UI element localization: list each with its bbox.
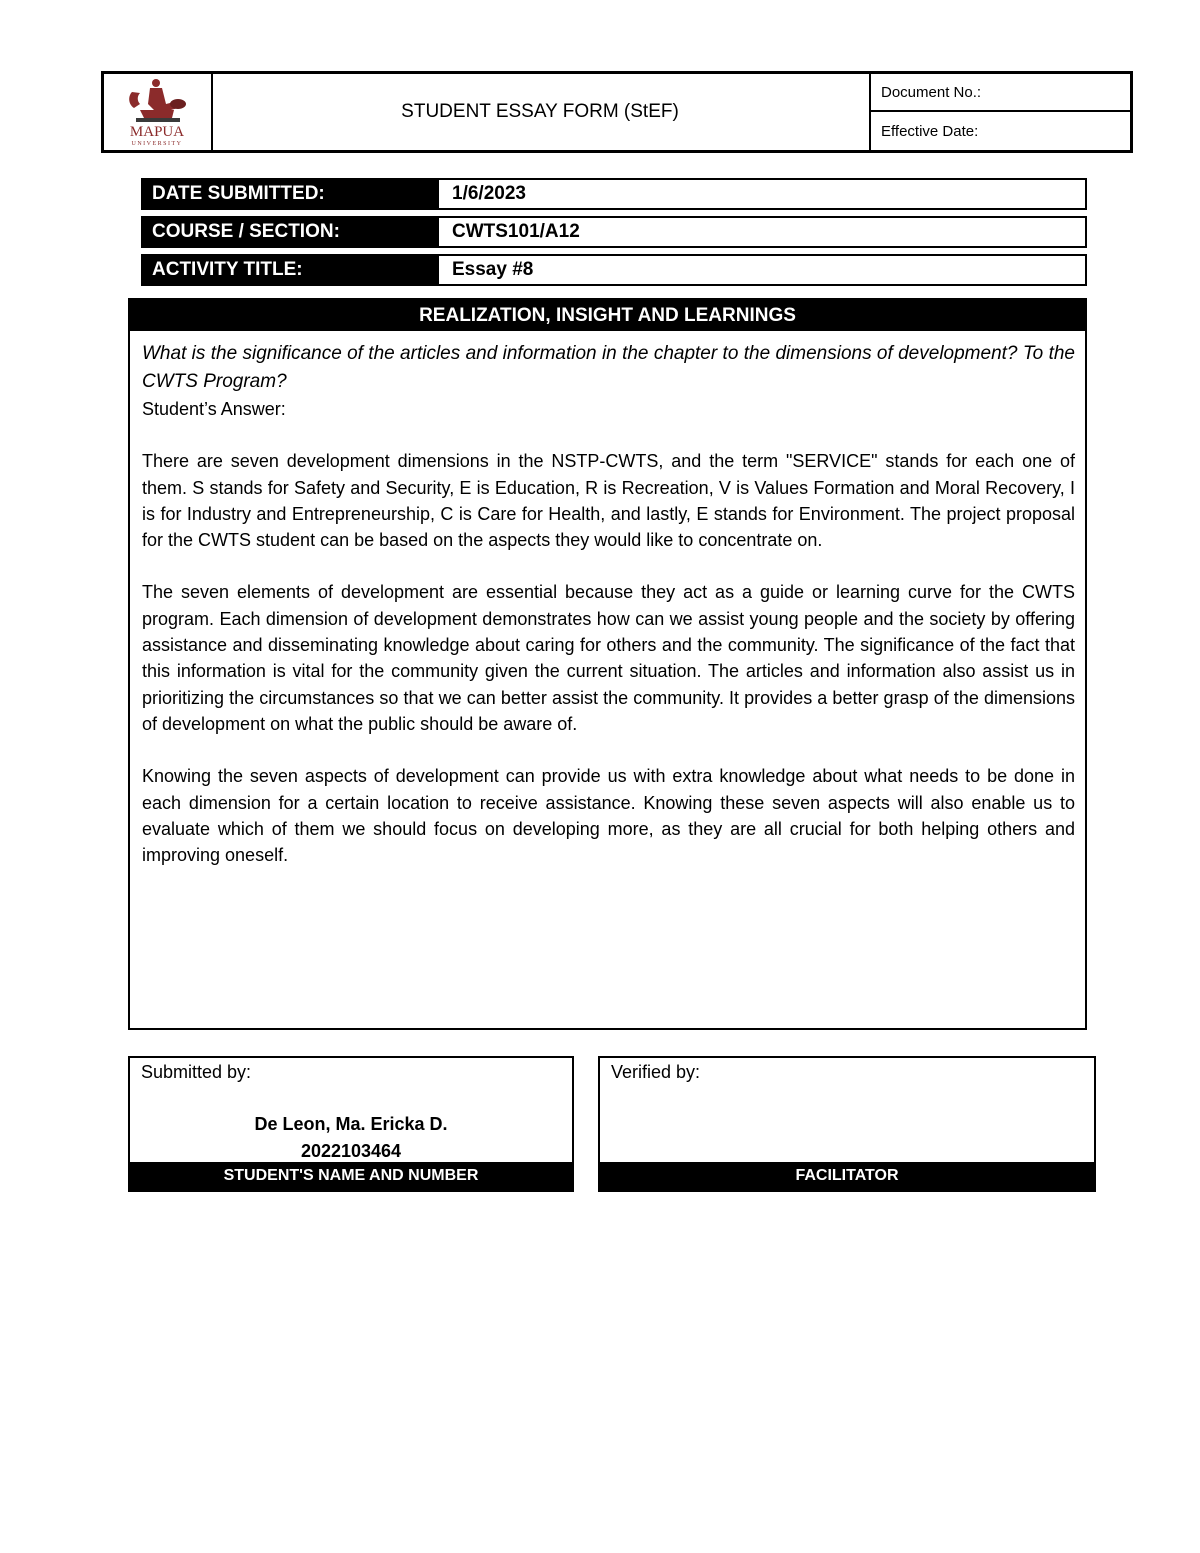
essay-body (142, 340, 1075, 894)
facilitator-caption: FACILITATOR (600, 1162, 1094, 1190)
logo-wordmark: MAPUA (129, 124, 185, 140)
essay-section (128, 298, 1087, 1030)
submitted-by-box (128, 1056, 574, 1192)
form-title: STUDENT ESSAY FORM (StEF) (211, 74, 871, 150)
activity-title-label: ACTIVITY TITLE: (141, 254, 437, 286)
effective-date-label: Effective Date: (881, 122, 979, 140)
mapua-logo (104, 74, 211, 150)
verified-by-box (598, 1056, 1096, 1192)
essay-question: What is the significance of the articles and information in the chapter to the dimensions of development? To the CWTS Program? (142, 343, 1075, 392)
logo-cell (104, 74, 213, 150)
answer-paragraph: There are seven development dimensions in the NSTP-CWTS, and the term "SERVICE" stands for each one of them. S stands for Safety and Security, E is Education, R is Recreation, V is Values Formation and Moral Recovery, I is for Industry and Entrepreneurship, C is Care for Health, and lastly, E stands for Environment. The project proposal for the CWTS student can be based on the aspects they would like to concentrate on. (142, 451, 1075, 551)
student-name: De Leon, Ma. Ericka D. (254, 1114, 448, 1134)
course-section-value: CWTS101/A12 (437, 216, 1087, 248)
student-number: 2022103464 (300, 1141, 402, 1161)
date-submitted-value: 1/6/2023 (437, 178, 1087, 210)
verified-by-label: Verified by: (611, 1062, 701, 1082)
answer-paragraph: The seven elements of development are essential because they act as a guide or learning curve for the CWTS program. Each dimension of development demonstrates how can we assist young people and the society by offering assistance and disseminating knowledge about caring for others and the community. The significance of the fact that this information is vital for the community given the current situation. The articles and information also assist us in prioritizing the circumstances so that we can better assist the community. It provides a better grasp of the dimensions of development on what the public should be aware of. (142, 582, 1075, 734)
student-caption: STUDENT'S NAME AND NUMBER (130, 1162, 572, 1190)
submitted-by-label: Submitted by: (141, 1062, 252, 1082)
essay-section-title: REALIZATION, INSIGHT AND LEARNINGS (130, 300, 1085, 331)
answer-label: Student’s Answer: (142, 399, 286, 419)
logo-subtext: UNIVERSITY (131, 141, 183, 147)
form-header (101, 71, 1133, 153)
course-section-label: COURSE / SECTION: (141, 216, 437, 248)
document-no-label: Document No.: (869, 74, 1130, 112)
activity-title-value: Essay #8 (437, 254, 1087, 286)
answer-paragraph: Knowing the seven aspects of development can provide us with extra knowledge about what needs to be done in each dimension for a certain location to receive assistance. Knowing these seven aspects will also enable us to evaluate which of them we should focus on developing more, as they are all crucial for both helping others and improving oneself. (142, 766, 1075, 866)
date-submitted-label: DATE SUBMITTED: (141, 178, 437, 210)
